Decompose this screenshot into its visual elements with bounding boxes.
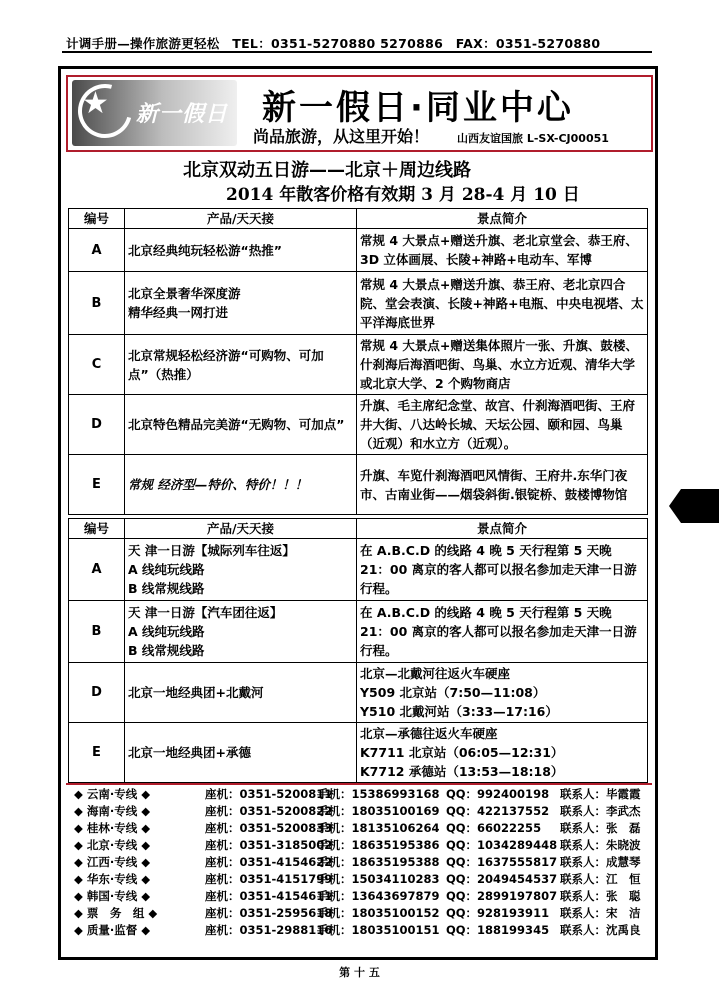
contact-line: ◆ 江西·专线 ◆: [74, 855, 151, 869]
row-code: B: [69, 272, 125, 335]
contact-person: 联系人：张 磊: [560, 821, 641, 835]
row-product: 北京常规轻松经济游“可购物、可加点”（热推）: [125, 335, 357, 395]
contact-person: 联系人：李武杰: [560, 804, 641, 818]
contact-qq: QQ：188199345: [446, 923, 550, 937]
contact-row: [74, 905, 652, 922]
table-header-row: [69, 209, 648, 229]
contact-mobile: 手机：18035100152: [317, 906, 440, 920]
contact-person: 联系人：沈禹良: [560, 923, 641, 937]
top-header: [66, 34, 650, 52]
contact-line: ◆ 北京·专线 ◆: [74, 838, 151, 852]
header-slogan: 计调手册—操作旅游更轻松: [66, 36, 220, 51]
contact-qq: QQ：1637555817: [446, 855, 558, 869]
row-desc: 在 A.B.C.D 的线路 4 晚 5 天行程第 5 天晚 21：00 离京的客人都可以报名参加走天津一日游行程。: [357, 539, 648, 601]
page-number: 第 十 五: [339, 966, 380, 979]
row-code: C: [69, 335, 125, 395]
contact-line: ◆ 票 务 组 ◆: [74, 906, 158, 920]
table-row: [69, 723, 648, 783]
contact-qq: QQ：422137552: [446, 804, 550, 818]
contact-row: [74, 803, 652, 820]
row-desc: 常规 4 大景点+赠送升旗、恭王府、老北京四合院、堂会表演、长陵+神路+电瓶、中央电视塔、太平洋海底世界: [357, 272, 648, 335]
contact-row: [74, 820, 652, 837]
contact-mobile: 手机：18635195386: [317, 838, 440, 852]
contact-list: [74, 786, 652, 939]
contact-row: [74, 837, 652, 854]
row-product: 北京特色精品完美游“无购物、可加点”: [125, 395, 357, 455]
table-row: [69, 539, 648, 601]
banner-slogan: 尚品旅游，从这里开始！: [253, 127, 430, 146]
row-desc: 北京—承德往返火车硬座 K7711 北京站（06:05—12:31） K7712 承德站（13:53—18:18）: [357, 723, 648, 783]
contact-tel: 座机：0351-4154622: [205, 855, 333, 869]
contact-tel: 座机：0351-4151799: [205, 872, 333, 886]
row-desc: 在 A.B.C.D 的线路 4 晚 5 天行程第 5 天晚 21：00 离京的客人都可以报名参加走天津一日游行程。: [357, 601, 648, 663]
contact-mobile: 手机：18035100151: [317, 923, 440, 937]
contact-line: ◆ 桂林·专线 ◆: [74, 821, 151, 835]
extension-table: [68, 518, 648, 783]
contact-tel: 座机：0351-2595618: [205, 906, 333, 920]
main-title: 北京双动五日游——北京＋周边线路: [183, 160, 471, 181]
contact-row: [74, 786, 652, 803]
row-product: 北京一地经典团+承德: [125, 723, 357, 783]
row-product: 北京全景奢华深度游 精华经典一网打进: [125, 272, 357, 335]
contact-qq: QQ：928193911: [446, 906, 550, 920]
contact-mobile: 手机：18135106264: [317, 821, 440, 835]
row-desc: 常规 4 大景点+赠送集体照片一张、升旗、鼓楼、什刹海后海酒吧街、鸟巢、水立方近观、清华大学或北京大学、2 个购物商店: [357, 335, 648, 395]
row-code: E: [69, 723, 125, 783]
row-code: A: [69, 229, 125, 272]
header-desc: 景点简介: [357, 519, 648, 539]
header-product: 产品/天天接: [125, 209, 357, 229]
logo-text: 新一假日: [136, 102, 229, 127]
row-desc: 升旗、车览什刹海酒吧风情街、王府井.东华门夜市、古南业街——烟袋斜街.银锭桥、鼓楼博物馆: [357, 455, 648, 515]
contact-qq: QQ：2899197807: [446, 889, 558, 903]
header-desc: 景点简介: [357, 209, 648, 229]
page-tab-marker: [681, 489, 719, 523]
contact-line: ◆ 韩国·专线 ◆: [74, 889, 151, 903]
contact-line: ◆ 华东·专线 ◆: [74, 872, 151, 886]
contact-tel: 座机：0351-3185002: [205, 838, 333, 852]
contacts-divider: [66, 783, 652, 785]
row-desc: 北京—北戴河往返火车硬座 Y509 北京站（7:50—11:08） Y510 北戴河站（3:33—17:16）: [357, 663, 648, 723]
contact-tel: 座机：0351-2988116: [205, 923, 333, 937]
table-header-row: [69, 519, 648, 539]
row-desc: 升旗、毛主席纪念堂、故宫、什刹海酒吧街、王府井大街、八达岭长城、天坛公园、颐和园、鸟巢（近观）和水立方（近观）。: [357, 395, 648, 455]
table-row: [69, 455, 648, 515]
contact-person: 联系人：朱晓波: [560, 838, 641, 852]
row-code: A: [69, 539, 125, 601]
company-logo: [72, 80, 237, 146]
banner-license: 山西友谊国旅 L-SX-CJ00051: [457, 132, 609, 145]
table-row: [69, 229, 648, 272]
row-code: B: [69, 601, 125, 663]
table-row: [69, 601, 648, 663]
contact-tel: 座机：0351-5200811: [205, 787, 333, 801]
header-product: 产品/天天接: [125, 519, 357, 539]
contact-person: 联系人：张 聪: [560, 889, 641, 903]
header-code: 编号: [69, 519, 125, 539]
header-divider: [62, 51, 652, 53]
contact-qq: QQ：1034289448: [446, 838, 558, 852]
contact-line: ◆ 云南·专线 ◆: [74, 787, 151, 801]
contact-mobile: 手机：18635195388: [317, 855, 440, 869]
star-icon: ★: [82, 86, 109, 121]
contact-line: ◆ 质量·监督 ◆: [74, 923, 151, 937]
contact-line: ◆ 海南·专线 ◆: [74, 804, 151, 818]
table-row: [69, 395, 648, 455]
row-product: 天 津一日游【汽车团往返】 A 线纯玩线路 B 线常规线路: [125, 601, 357, 663]
contact-mobile: 手机：13643697879: [317, 889, 440, 903]
table-row: [69, 272, 648, 335]
contact-tel: 座机：0351-4154611: [205, 889, 333, 903]
row-product: 北京一地经典团+北戴河: [125, 663, 357, 723]
contact-tel: 座机：0351-5200833: [205, 821, 333, 835]
contact-row: [74, 888, 652, 905]
contact-qq: QQ：992400198: [446, 787, 550, 801]
contact-qq: QQ：2049454537: [446, 872, 558, 886]
routes-table: [68, 208, 648, 515]
banner-title: 新一假日·同业中心: [262, 88, 574, 128]
row-code: D: [69, 395, 125, 455]
contact-person: 联系人：成慧琴: [560, 855, 641, 869]
contact-row: [74, 854, 652, 871]
contact-row: [74, 922, 652, 939]
row-product: 北京经典纯玩轻松游“热推”: [125, 229, 357, 272]
table-row: [69, 663, 648, 723]
row-code: E: [69, 455, 125, 515]
row-code: D: [69, 663, 125, 723]
header-code: 编号: [69, 209, 125, 229]
contact-row: [74, 871, 652, 888]
header-tel: TEL：0351-5270880 5270886: [232, 36, 444, 51]
contact-person: 联系人：宋 洁: [560, 906, 641, 920]
header-fax: FAX：0351-5270880: [455, 36, 601, 51]
contact-mobile: 手机：15034110283: [317, 872, 440, 886]
contact-person: 联系人：江 恒: [560, 872, 641, 886]
row-product: 常规 经济型—特价、特价！！！: [125, 455, 357, 515]
row-product: 天 津一日游【城际列车往返】 A 线纯玩线路 B 线常规线路: [125, 539, 357, 601]
validity-title: 2014 年散客价格有效期 3 月 28-4 月 10 日: [226, 185, 580, 205]
table-row: [69, 335, 648, 395]
contact-qq: QQ：66022255: [446, 821, 542, 835]
contact-mobile: 手机：18035100169: [317, 804, 440, 818]
contact-person: 联系人：毕霞霞: [560, 787, 641, 801]
contact-tel: 座机：0351-5200822: [205, 804, 333, 818]
row-desc: 常规 4 大景点+赠送升旗、老北京堂会、恭王府、3D 立体画展、长陵+神路+电动车、军博: [357, 229, 648, 272]
contact-mobile: 手机：15386993168: [317, 787, 440, 801]
